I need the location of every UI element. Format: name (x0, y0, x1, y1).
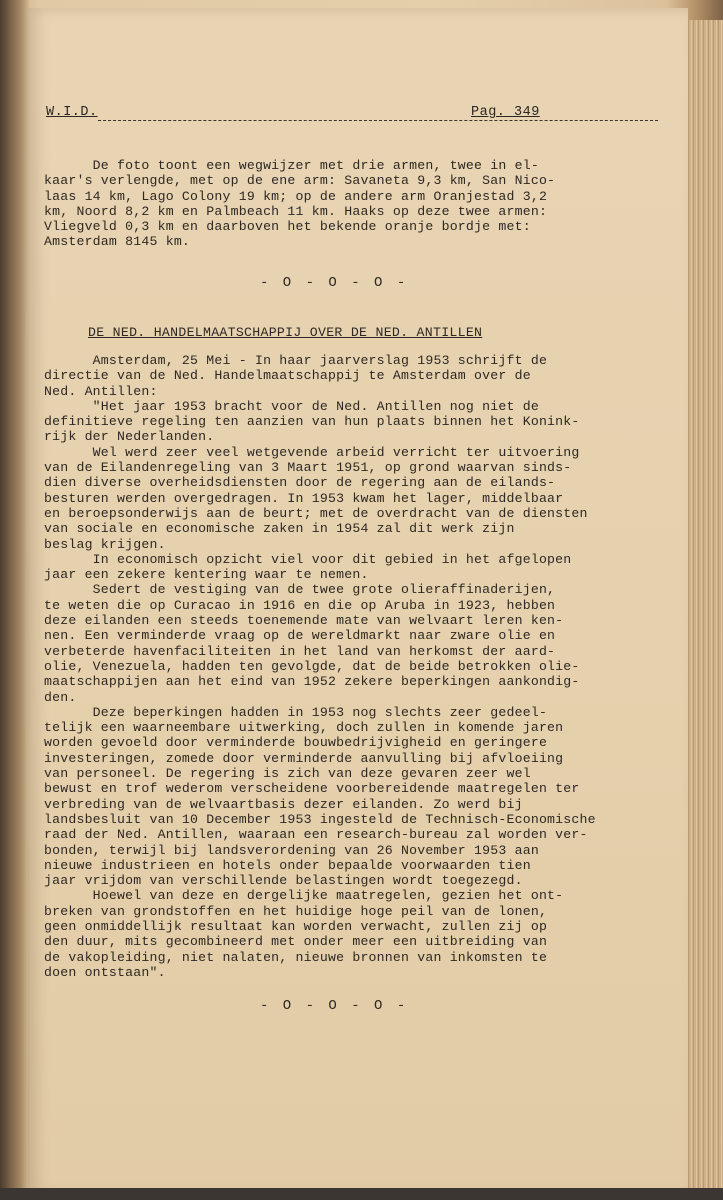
article-body: Amsterdam, 25 Mei - In haar jaarverslag 1953 schrijft de directie van de Ned. Handelmaatschappij te Amsterdam over de Ned. Antillen: "Het jaar 1953 bracht voor de Ned. Antillen nog niet de definitieve regeling ten aanzien van hun plaats binnen het Konink- rijk der Nederlanden. Wel werd zeer veel wetgevende arbeid verricht ter uitvoering van de Eilandenregeling van 3 Maart 1951, op grond waarvan sinds- dien diverse overheidsdiensten door de regering aan de eilands- besturen werden overgedragen. In 1953 kwam het lager, middelbaar en beroepsonderwijs aan de beurt; met de overdracht van de diensten van sociale en economische zaken in 1954 zal dit werk zijn beslag krijgen. In economisch opzicht viel voor dit gebied in het afgelopen jaar een zekere kentering waar te nemen. Sedert de vestiging van de twee grote olieraffinaderijen, te weten die op Curacao in 1916 en die op Aruba in 1923, hebben deze eilanden een steeds toenemende mate van welvaart leren ken- nen. Een verminderde vraag op de wereldmarkt naar zware olie en verbeterde havenfaciliteiten in het land van herkomst der aard- olie, Venezuela, hadden ten gevolgde, dat de beide betrokken olie- maatschappijen aan het eind van 1952 zekere beperkingen aankondig- den. Deze beperkingen hadden in 1953 nog slechts zeer gedeel- telijk een waarneembare uitwerking, doch zullen in komende jaren worden gevoeld door verminderde bouwbedrijvigheid en geringere investeringen, zomede door verminderde aanvulling bij afvloeiing van personeel. De regering is zich van deze gevaren zeer wel bewust en trof wederom verscheidene voorbereidende maatregelen ter verbreding van de welvaartbasis dezer eilanden. Zo werd bij landsbesluit van 10 December 1953 ingesteld de Technisch-Economische raad der Ned. Antillen, waaraan een research-bureau zal worden ver- bonden, terwijl bij landsverordening van 26 November 1953 aan nieuwe industrieen en hotels onder bepaalde voorwaarden tien jaar vrijdom van verschillende belastingen wordt toegezegd. Hoewel van deze en dergelijke maatregelen, gezien het ont- breken van grondstoffen en het huidige hoge peil van de lonen, geen onmiddellijk resultaat kan worden verwacht, zullen zij op den duur, mits gecombineerd met onder meer een uitbreiding van de vakopleiding, niet nalaten, nieuwe bronnen van inkomsten te doen ontstaan". (44, 353, 596, 980)
bottom-edge (0, 1188, 723, 1200)
header-source: W.I.D. (46, 105, 98, 120)
separator-2: - O - O - O - (260, 998, 409, 1014)
article-title: DE NED. HANDELMAATSCHAPPIJ OVER DE NED. ANTILLEN (88, 325, 483, 340)
paragraph-photo-description: De foto toont een wegwijzer met drie armen, twee in el- kaar's verlengde, met op de ene arm: Savaneta 9,3 km, San Nico- laas 14 km, Lago Colony 19 km; op de andere arm Oranjestad 3,2 km, Noord 8,2 km en Palmbeach 11 km. Haaks op deze twee armen: Vliegveld 0,3 km en daarboven het bekende oranje bordje met: Amsterdam 8145 km. (44, 158, 556, 250)
header-page-number: Pag. 349 (471, 105, 540, 120)
separator-1: - O - O - O - (260, 275, 409, 291)
binding-gutter (0, 0, 30, 1200)
header-rule (98, 120, 658, 121)
document-page (28, 8, 688, 1196)
page-edges (685, 20, 723, 1195)
